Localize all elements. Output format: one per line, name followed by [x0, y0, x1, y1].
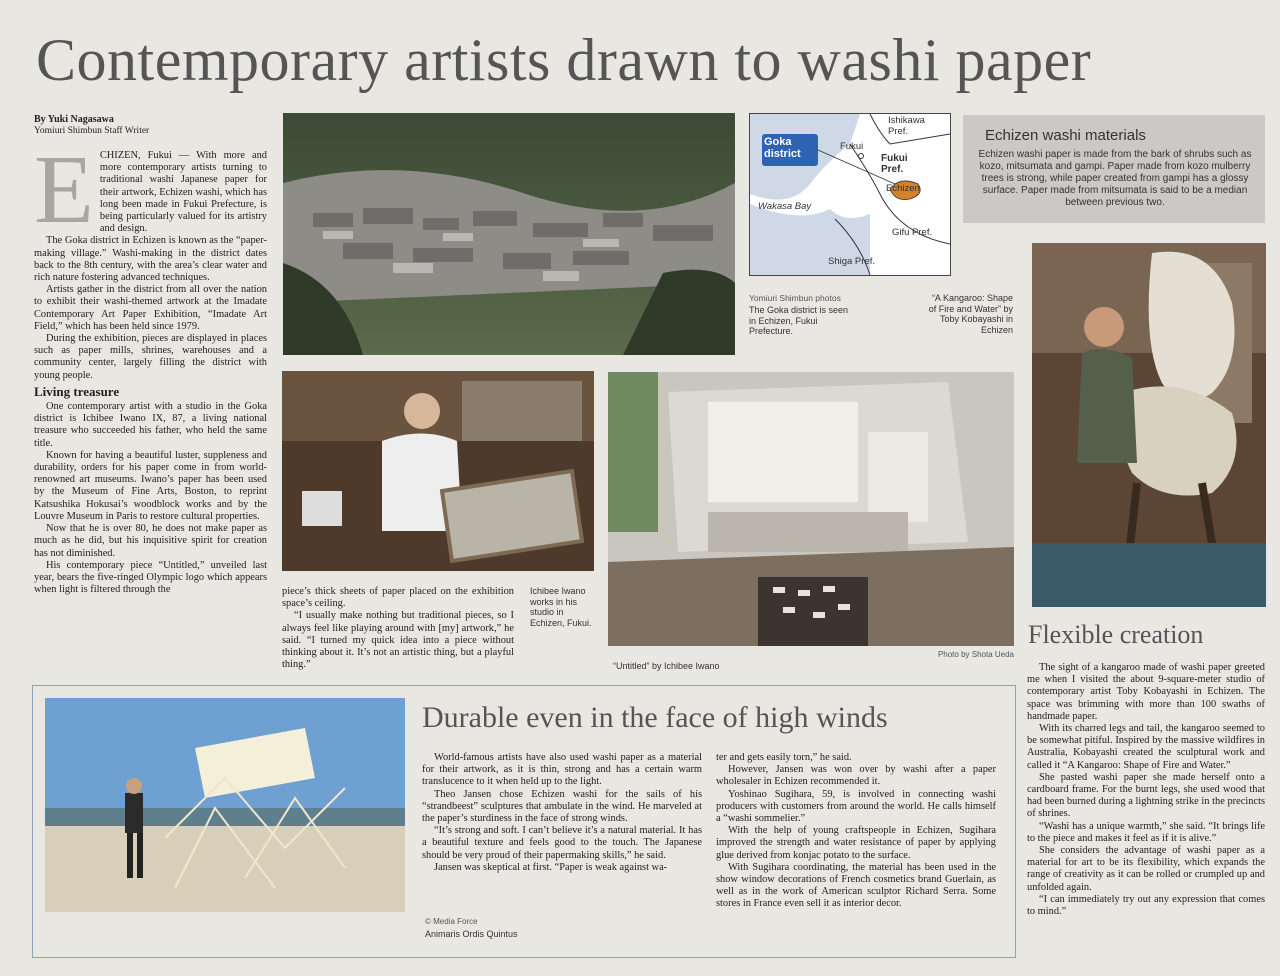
body-paragraph: World-famous artists have also used washi paper as a material for their artwork, as it is thin, strong and has a certain warm translucence to it when held up to the light.: [422, 752, 702, 788]
strandbeest-photo: [45, 698, 405, 912]
map-label-shiga: Shiga Pref.: [828, 256, 875, 267]
body-paragraph: The sight of a kangaroo made of washi paper greeted me when I visited the about 9-square-meter studio of contemporary artist Toby Kobayashi in Echizen. The space was brimming with more than 100 swaths of handmade paper.: [1027, 662, 1265, 722]
body-paragraph: She pasted washi paper she made herself onto a cardboard frame. For the burnt legs, she used wood that had been burned during a lightning strike in the precincts of shrines.: [1027, 771, 1265, 820]
map-label-ishikawa: Ishikawa Pref.: [888, 115, 925, 137]
section-heading-durable: Durable even in the face of high winds: [422, 701, 888, 734]
village-photo: [283, 113, 735, 355]
body-paragraph: The Goka district in Echizen is known as the “paper-making village.” Washi-making in the district dates back to the 8th century, with the area’s clear water and rich nature fostering advanced techniques.: [34, 235, 267, 284]
body-paragraph: “It’s strong and soft. I can’t believe it’s a natural material. It has a beautiful texture and feels good to the touch. The Japanese should be very proud of their papermaking skills,” he said.: [422, 825, 702, 861]
body-paragraph: ter and gets easily torn,” he said.: [716, 752, 852, 763]
body-paragraph: With the help of young craftspeople in Echizen, Sugihara improved the strength and water resistance of paper by applying glue derived from konjac potato to the surface.: [716, 825, 996, 861]
body-paragraph: Yoshinao Sugihara, 59, is involved in connecting washi producers with customers from around the world. He calls himself a “washi sommelier.”: [716, 788, 996, 825]
lead-paragraph: [34, 136, 267, 244]
untitled-artwork-photo: [608, 372, 1014, 646]
map-label-fukui-pref: Fukui Pref.: [881, 153, 908, 175]
body-paragraph: With its charred legs and tail, the kangaroo seemed to be somewhat pitiful. Inspired by the massive wildfires in Australia, Kobayashi created the sculptural work and called it “A Kangaroo: Shape of Fire and Water.”: [1027, 723, 1265, 771]
body-paragraph: Artists gather in the district from all over the nation to exhibit their washi-themed artwork at the Imadate Contemporary Art Paper Exhibition, “Imadate Art Field,” which has been held since 1979.: [34, 284, 267, 332]
section-heading-flexible: Flexible creation: [1028, 620, 1204, 649]
caption-goka-district: The Goka district is seen in Echizen, Fukui Prefecture.: [749, 305, 849, 336]
sidebar-title: Echizen washi materials: [985, 127, 1146, 144]
photo-credit-mediaforce: © Media Force: [425, 917, 478, 926]
body-paragraph: “I usually make nothing but traditional pieces, so I always feel like playing around with [my] artwork,” he said. “I turned my quick idea into a piece without thinking about it. It’s not an artistic thing, but a playful thing.”: [282, 610, 514, 671]
body-paragraph: Known for having a beautiful luster, suppleness and durability, orders for his paper come in from world-renowned art museums. Iwano’s paper has been used by the Museum of Fine Arts, Boston, to reprint Katsushika Hokusai’s woodblock works and by the Louvre Museum in Paris to restore cultural properties.: [34, 449, 267, 522]
map-label-gifu: Gifu Pref.: [892, 227, 933, 238]
location-map: [749, 113, 951, 276]
article-column-2: [282, 586, 514, 671]
body-paragraph: One contemporary artist with a studio in the Goka district is Ichibee Iwano IX, 87, a living national treasure who succeeded his father, who held the same title.: [34, 401, 267, 449]
lead-text: CHIZEN, Fukui — With more and more contemporary artists turning to traditional washi Japanese paper for their artwork, Echizen washi, which has long been made in Fukui Prefecture, is being particularly valued for its artistry and design.: [99, 150, 267, 235]
article-column-1: [34, 136, 267, 596]
map-label-goka: Goka district: [764, 136, 801, 160]
article-column-flexible: [1027, 662, 1265, 918]
caption-iwano: Ichibee Iwano works in his studio in Echizen, Fukui.: [530, 586, 592, 628]
article-column-durable-a: [422, 752, 702, 874]
sidebar-text: Echizen washi paper is made from the bark of shrubs such as kozo, mitsumata and gampi. Paper made from kozo mulberry trees is strong, while paper created from gampi has a glossy surface. Paper made from mitsumata is said to be a median between previous two.: [978, 149, 1252, 208]
body-paragraph: “I can immediately try out any expression that comes to mind.”: [1027, 893, 1265, 918]
sidebar-washi-materials: [963, 115, 1265, 223]
headline: Contemporary artists drawn to washi paper: [36, 27, 1092, 93]
photo-credit-ueda: Photo by Shota Ueda: [937, 650, 1014, 659]
iwano-studio-photo: [282, 371, 594, 571]
map-label-fukui-city: Fukui: [840, 141, 864, 152]
byline-author: By Yuki Nagasawa: [34, 114, 114, 125]
body-paragraph: Jansen was skeptical at first. “Paper is weak against wa-: [434, 861, 668, 873]
byline-role: Yomiuri Shimbun Staff Writer: [34, 126, 150, 136]
caption-untitled: “Untitled” by Ichibee Iwano: [613, 661, 720, 671]
drop-cap: E: [34, 136, 94, 244]
body-paragraph: His contemporary piece “Untitled,” unveiled last year, bears the five-ringed Olympic logo which appears when light is filtered through the: [34, 559, 267, 596]
caption-kangaroo: “A Kangaroo: Shape of Fire and Water” by Toby Kobayashi in Echizen: [928, 293, 1013, 335]
map-label-wakasa: Wakasa Bay: [758, 201, 812, 212]
body-paragraph: She considers the advantage of washi paper as a material for art to be its flexibility, which expands the range of creativity as it can be rolled or crumpled up and unfolded again.: [1027, 845, 1265, 893]
subhead-living-treasure: Living treasure: [34, 383, 120, 399]
body-paragraph: Now that he is over 80, he does not make paper as much as he did, but his inquisitive spirit for creation has not diminished.: [34, 523, 267, 559]
map-label-echizen: Echizen: [886, 183, 920, 194]
caption-strandbeest: Animaris Ordis Quintus: [425, 929, 518, 939]
kangaroo-photo: [1032, 243, 1266, 607]
body-paragraph: piece’s thick sheets of paper placed on the exhibition space’s ceiling.: [282, 586, 514, 610]
body-paragraph: Theo Jansen chose Echizen washi for the sails of his “strandbeest” sculptures that ambulate in the wind. He marveled at the paper’s sturdiness in the face of strong winds.: [422, 788, 702, 825]
photo-credit-yomiuri: Yomiuri Shimbun photos: [749, 293, 841, 303]
body-paragraph: With Sugihara coordinating, the material has been used in the show window decorations of French cosmetics brand Guerlain, as well as in the work of American sculptor Richard Serra. Some stores in France even sell it as interior decor.: [716, 861, 996, 910]
body-paragraph: However, Jansen was won over by washi after a paper wholesaler in Echizen recommended it.: [716, 764, 996, 788]
body-paragraph: “Washi has a unique warmth,” she said. “It brings life to the piece and makes it feel as if it is alive.”: [1027, 820, 1265, 844]
article-column-durable-b: [716, 752, 996, 911]
body-paragraph: During the exhibition, pieces are displayed in places such as paper mills, shrines, warehouses and a community center, largely filling the district with young people.: [34, 333, 267, 381]
